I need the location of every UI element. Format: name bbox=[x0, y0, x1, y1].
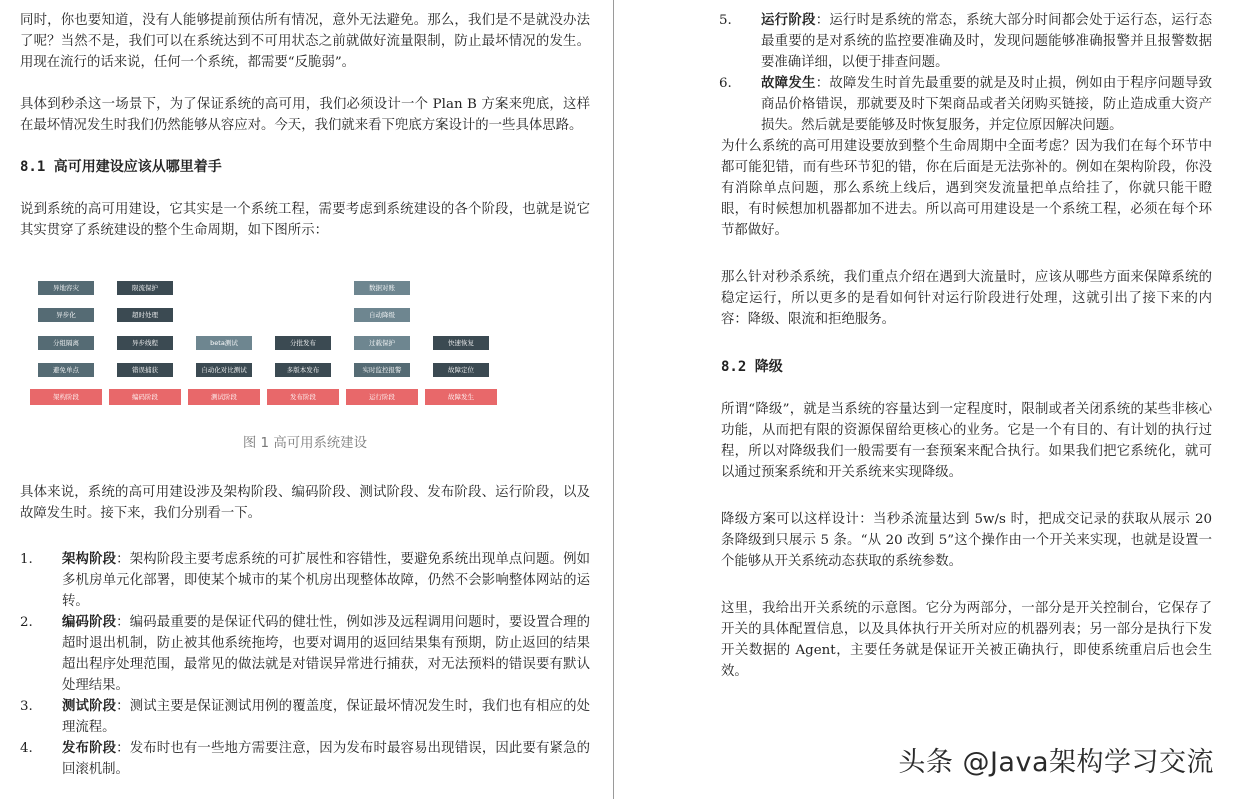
list-text: ：运行时是系统的常态，系统大部分时间都会处于运行态，运行态最重要的是对系统的监控要准确及时，发现问题能够准确报警并且报警数据要准确详细，以便于排查问题。 bbox=[761, 13, 1212, 70]
figure-box: 自动降级 bbox=[354, 308, 410, 322]
figure-box: 超时处理 bbox=[117, 308, 173, 322]
figure-box: beta测试 bbox=[196, 336, 252, 350]
list-text: ：架构阶段主要考虑系统的可扩展性和容错性，要避免系统出现单点问题。例如多机房单元化部署，即使某个城市的某个机房出现整体故障，仍然不会影响整体网站的运转。 bbox=[62, 552, 590, 609]
list-text: ：测试主要是保证测试用例的覆盖度，保证最坏情况发生时，我们也有相应的处理流程。 bbox=[62, 699, 590, 735]
figure-box: 自动化对比测试 bbox=[196, 363, 252, 377]
stage-bar: 测试阶段 bbox=[188, 389, 260, 405]
figure-box: 分组隔离 bbox=[38, 336, 94, 350]
list-term: 编码阶段 bbox=[62, 614, 117, 630]
section-heading-8-1: 8.1 高可用建设应该从哪里着手 bbox=[20, 159, 222, 175]
list-term: 架构阶段 bbox=[62, 551, 117, 567]
stage-bar: 故障发生 bbox=[425, 389, 497, 405]
intro-paragraph: 同时，你也要知道，没有人能够提前预估所有情况，意外无法避免。那么，我们是不是就没办法了呢？当然不是，我们可以在系统达到不可用状态之前就做好流量限制，防止最坏情况的发生。用现在流行的话来说，任何一个系统，都需要“反脆弱”。 bbox=[20, 13, 590, 70]
stage-bar: 发布阶段 bbox=[267, 389, 339, 405]
stage-bar: 编码阶段 bbox=[109, 389, 181, 405]
list-number: 1. bbox=[20, 552, 33, 567]
list-item bbox=[719, 10, 1212, 73]
list-item bbox=[719, 73, 1212, 136]
right-page bbox=[616, 0, 1238, 799]
stage-bar: 运行阶段 bbox=[346, 389, 418, 405]
list-term: 测试阶段 bbox=[62, 698, 117, 714]
list-text: ：发布时也有一些地方需要注意，因为发布时最容易出现错误，因此要有紧急的回滚机制。 bbox=[62, 741, 590, 777]
figure-box: 异地容灾 bbox=[38, 281, 94, 295]
figure-box: 实时监控报警 bbox=[354, 363, 410, 377]
stage-bar: 架构阶段 bbox=[30, 389, 102, 405]
figure-box: 数据对账 bbox=[354, 281, 410, 295]
list-item bbox=[20, 549, 590, 612]
list-number: 4. bbox=[20, 741, 33, 756]
list-item bbox=[20, 612, 590, 696]
switch-paragraph: 这里，我给出开关系统的示意图。它分为两部分，一部分是开关控制台，它保存了开关的具体配置信息，以及具体执行开关所对应的机器列表；另一部分是执行下发开关数据的 Agent，主要任务就是保证开关被正确执行，即使系统重启后也会生效。 bbox=[721, 601, 1212, 679]
figure-box: 异步化 bbox=[38, 308, 94, 322]
figure-box: 异步线程 bbox=[117, 336, 173, 350]
seckill-paragraph: 那么针对秒杀系统，我们重点介绍在遇到大流量时，应该从哪些方面来保障系统的稳定运行，所以更多的是看如何针对运行阶段进行处理，这就引出了接下来的内容：降级、限流和拒绝服务。 bbox=[721, 270, 1212, 327]
figure-box: 故障定位 bbox=[433, 363, 489, 377]
why-paragraph: 为什么系统的高可用建设要放到整个生命周期中全面考虑？因为我们在每个环节中都可能犯错，而有些环节犯的错，你在后面是无法弥补的。例如在架构阶段，你没有消除单点问题，那么系统上线后，遇到突发流量把单点给挂了，你就只能干瞪眼，有时候想加机器都加不进去。所以高可用建设是一个系统工程，必须在每个环节都做好。 bbox=[721, 139, 1212, 238]
detail-paragraph: 具体来说，系统的高可用建设涉及架构阶段、编码阶段、测试阶段、发布阶段、运行阶段，以及故障发生时。接下来，我们分别看一下。 bbox=[20, 485, 590, 521]
plan-paragraph: 降级方案可以这样设计：当秒杀流量达到 5w/s 时，把成交记录的获取从展示 20 条降级到只展示 5 条。“从 20 改到 5”这个操作由一个开关来实现，也就是设置一个能够从开关系统动态获取的系统参数。 bbox=[721, 512, 1212, 569]
figure-box: 过载保护 bbox=[354, 336, 410, 350]
list-number: 3. bbox=[20, 699, 33, 714]
page-divider bbox=[613, 0, 614, 799]
left-page bbox=[0, 0, 612, 799]
section-paragraph: 说到系统的高可用建设，它其实是一个系统工程，需要考虑到系统建设的各个阶段，也就是说它其实贯穿了系统建设的整个生命周期，如下图所示： bbox=[20, 202, 590, 238]
figure-box: 错误捕获 bbox=[117, 363, 173, 377]
list-item bbox=[20, 738, 590, 780]
ha-lifecycle-figure bbox=[20, 267, 590, 435]
list-term: 运行阶段 bbox=[761, 12, 816, 28]
list-number: 5. bbox=[719, 13, 732, 28]
degrade-paragraph: 所谓“降级”，就是当系统的容量达到一定程度时，限制或者关闭系统的某些非核心功能，从而把有限的资源保留给更核心的业务。它是一个有目的、有计划的执行过程，所以对降级我们一般需要有一套预案来配合执行。如果我们把它系统化，就可以通过预案系统和开关系统来实现降级。 bbox=[721, 402, 1212, 480]
list-text: ：故障发生时首先最重要的就是及时止损，例如由于程序问题导致商品价格错误，那就要及时下架商品或者关闭购买链接，防止造成重大资产损失。然后就是要能够及时恢复服务，并定位原因解决问题。 bbox=[761, 76, 1212, 133]
list-term: 发布阶段 bbox=[62, 740, 117, 756]
figure-box: 多版本发布 bbox=[275, 363, 331, 377]
figure-box: 快速恢复 bbox=[433, 336, 489, 350]
list-number: 2. bbox=[20, 615, 33, 630]
figure-box: 避免单点 bbox=[38, 363, 94, 377]
list-text: ：编码最重要的是保证代码的健壮性，例如涉及远程调用问题时，要设置合理的超时退出机制，防止被其他系统拖垮，也要对调用的返回结果集有预期，防止返回的结果超出程序处理范围，最常见的做法就是对错误异常进行捕获，对无法预料的错误要有默认处理结果。 bbox=[62, 615, 590, 693]
figure-box: 限流保护 bbox=[117, 281, 173, 295]
list-number: 6. bbox=[719, 76, 732, 91]
planb-paragraph: 具体到秒杀这一场景下，为了保证系统的高可用，我们必须设计一个 Plan B 方案来兜底，这样在最坏情况发生时我们仍然能够从容应对。今天，我们就来看下兜底方案设计的一些具体思路。 bbox=[20, 97, 590, 133]
list-item bbox=[20, 696, 590, 738]
figure-caption: 图 1 高可用系统建设 bbox=[242, 436, 368, 451]
figure-box: 分批发布 bbox=[275, 336, 331, 350]
list-term: 故障发生 bbox=[761, 75, 816, 91]
section-heading-8-2: 8.2 降级 bbox=[721, 359, 783, 375]
watermark: 头条 @Java架构学习交流 bbox=[898, 747, 1214, 778]
